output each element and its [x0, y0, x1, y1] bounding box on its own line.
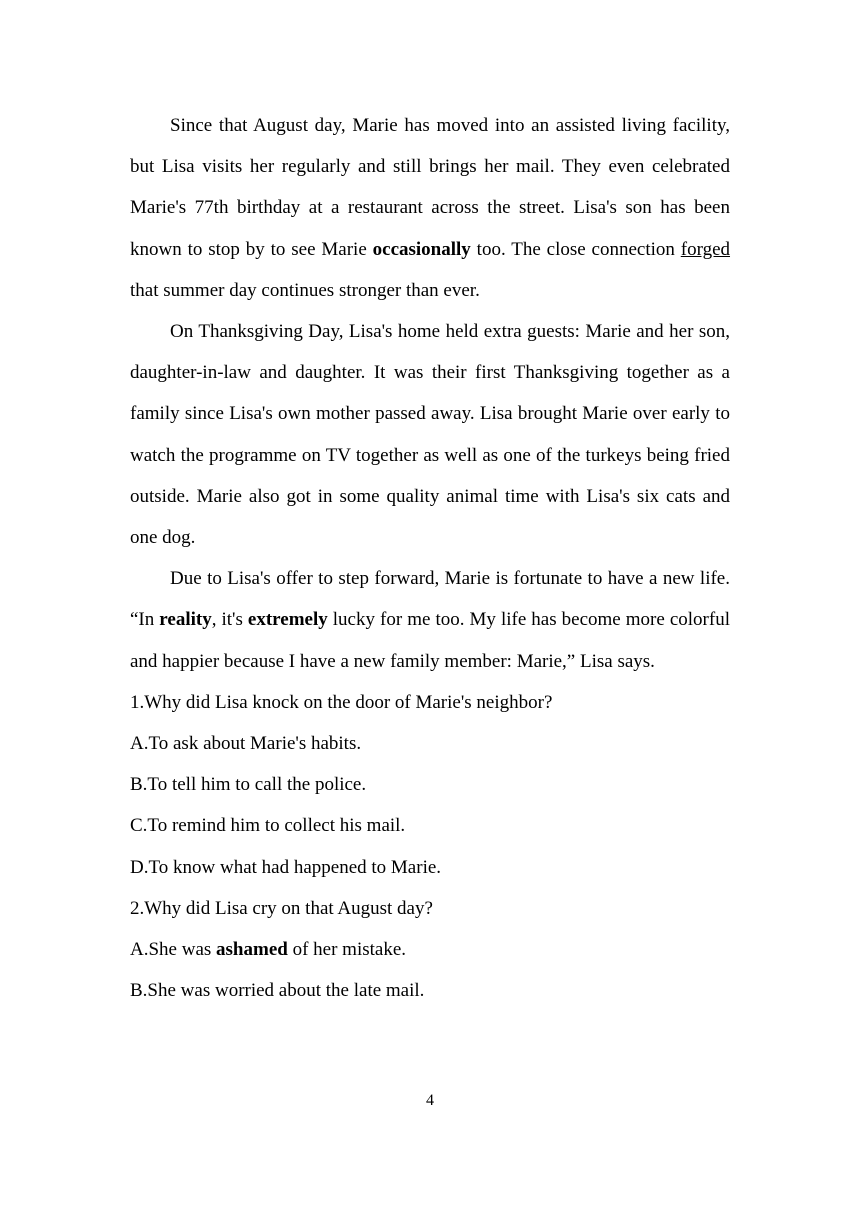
option-text: C.To remind him to collect his mail. [130, 815, 406, 837]
bold-word-reality: reality [159, 609, 212, 631]
document-page-content [130, 105, 730, 1011]
question-1 [130, 682, 730, 888]
option-c [130, 805, 730, 846]
text-span: Due to Lisa's offer to step forward, Marie is fortunate to have a new life. “In [130, 568, 730, 631]
paragraph-3 [130, 558, 730, 682]
text-span: lucky for me too. My life has become more colorful and happier because I have a new family member: Marie,” Lisa says. [130, 609, 730, 672]
question-2 [130, 888, 730, 1012]
passage [130, 105, 730, 682]
text-span: Since that August day, Marie has moved into an assisted living facility, but Lisa visits her regularly and still brings her mail. They even celebrated Marie's 77th birthday at a restaurant across the street. Lisa's son has been known to stop by to see Marie [130, 115, 730, 260]
option-a [130, 929, 730, 970]
text-span: On Thanksgiving Day, Lisa's home held extra guests: Marie and her son, daughter-in-law and daughter. It was their first Thanksgiving together as a family since Lisa's own mother passed away. Lisa brought Marie over early to watch the programme on TV together as well as one of the turkeys being fried outside. Marie also got in some quality animal time with Lisa's six cats and one dog. [130, 321, 730, 549]
paragraph-1 [130, 105, 730, 311]
option-a [130, 723, 730, 764]
bold-word-extremely: extremely [247, 609, 328, 631]
bold-word-occasionally: occasionally [372, 238, 471, 260]
option-text: A.She was [130, 939, 217, 961]
option-text: of her mistake. [287, 939, 407, 961]
bold-word-ashamed: ashamed [216, 939, 288, 961]
question-text: 1.Why did Lisa knock on the door of Marie's neighbor? [130, 691, 553, 713]
text-span: too. The close connection [470, 238, 681, 260]
option-text: D.To know what had happened to Marie. [130, 856, 442, 878]
text-span: , it's [211, 609, 248, 631]
option-text: B.To tell him to call the police. [130, 774, 367, 796]
question-text: 2.Why did Lisa cry on that August day? [130, 897, 433, 919]
option-d [130, 847, 730, 888]
paragraph-2 [130, 311, 730, 558]
option-b [130, 764, 730, 805]
page-number: 4 [426, 1092, 434, 1109]
option-b [130, 970, 730, 1011]
text-span: that summer day continues stronger than ever. [130, 279, 480, 301]
underlined-word-forged: forged [680, 238, 731, 260]
option-text: B.She was worried about the late mail. [130, 980, 425, 1002]
option-text: A.To ask about Marie's habits. [130, 733, 362, 755]
